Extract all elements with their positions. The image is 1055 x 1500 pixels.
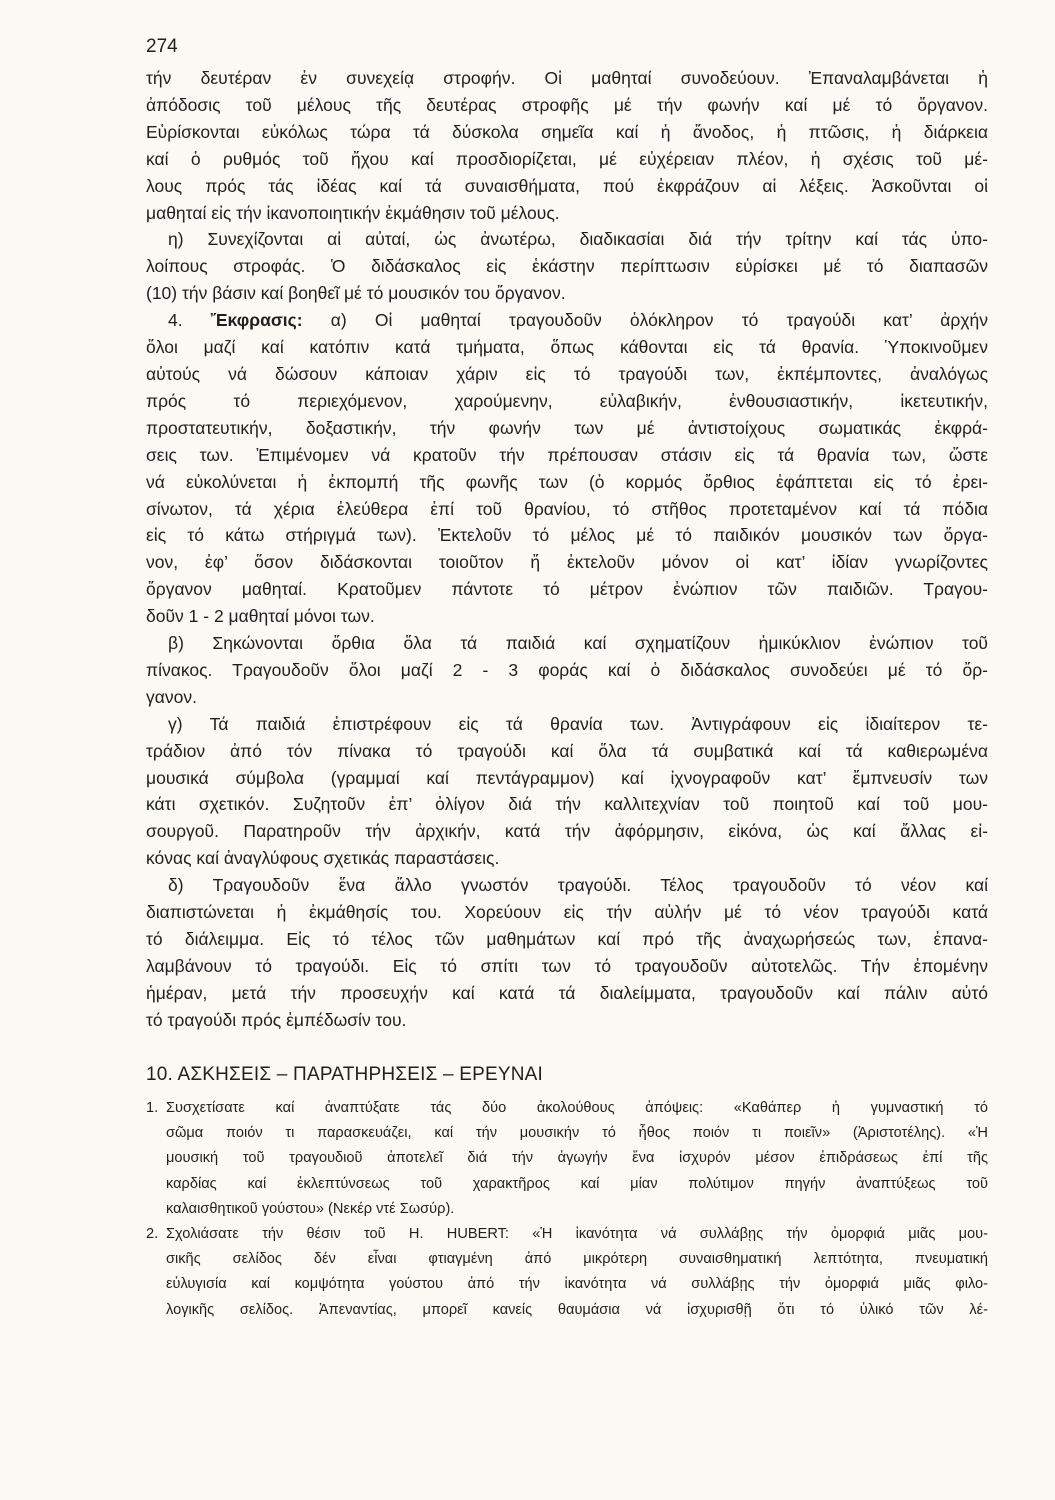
text-line: γανον. xyxy=(146,686,197,707)
exercise-line: σικῆς σελίδος δέν εἶναι φτιαγμένη ἀπό μικρότερη συναισθηματική λεπτότητα, πνευματική xyxy=(166,1251,988,1268)
text-line: νον, ἐφ’ ὅσον διδάσκονται τοιοῦτον ἤ ἐκτελοῦν μόνον οἱ κατ’ ἰδίαν γνωρίζοντες xyxy=(146,552,988,573)
exercise-list xyxy=(146,1096,988,1323)
line-text: α) Οἱ μαθηταί τραγουδοῦν ὁλόκληρον τό τραγούδι κατ’ ἀρχήν xyxy=(302,310,988,331)
exercise-number: 1. xyxy=(146,1100,159,1116)
text-line: προστατευτικήν, δοξαστικήν, τήν φωνήν των μέ ἀντιστοίχους σωματικάς ἐκφρά- xyxy=(146,417,988,438)
text-line: τό τραγούδι πρός ἐμπέδωσίν του. xyxy=(146,1009,407,1030)
bold-label: Ἔκφρασις: xyxy=(210,310,303,331)
exercise-line: σῶμα ποιόν τι παρασκευάζει, καί τήν μουσικήν τό ἦθος ποιόν τι ποιεῖν» (Ἀριστοτέλης). «Ἡ xyxy=(166,1125,988,1142)
exercise-line: εὐλυγισία καί κομψότητα γούστου ἀπό τήν ἱκανότητα νά συλλάβῃς τήν ὀμορφιά μιᾶς φιλο- xyxy=(166,1276,988,1293)
exercise-item xyxy=(146,1222,988,1323)
text-line: β) Σηκώνονται ὄρθια ὅλα τά παιδιά καί σχηματίζουν ἡμικύκλιον ἐνώπιον τοῦ xyxy=(168,633,988,654)
text-line: κάτι σχετικόν. Συζητοῦν ἐπ’ ὀλίγον διά τήν καλλιτεχνίαν τοῦ ποιητοῦ καί τοῦ μου- xyxy=(146,794,988,815)
exercise-line: Σχολιάσατε τήν θέσιν τοῦ H. HUBERT: «Ἡ ἱκανότητα νά συλλάβῃς τήν ὀμορφιά μιᾶς μου- xyxy=(166,1226,988,1243)
text-line: αὐτούς νά δώσουν κάποιαν χάριν εἰς τό τραγούδι των, ἐκπέμποντες, ἀναλόγως xyxy=(146,363,988,384)
exercise-line: καλαισθητικοῦ γούστου» (Νεκέρ ντέ Σωσύρ). xyxy=(166,1200,455,1217)
text-line: ὄργανον μαθηταί. Κρατοῦμεν πάντοτε τό μέτρον ἐνώπιον τῶν παιδιῶν. Τραγου- xyxy=(146,579,988,600)
exercise-line: μουσική τοῦ τραγουδιοῦ ἀποτελεῖ διά τήν ἀγωγήν ἕνα ἰσχυρόν μέσον ἐπιδράσεως ἐπί τῆς xyxy=(166,1150,988,1167)
text-line: ἡμέραν, μετά τήν προσευχήν καί κατά τά διαλείμματα, τραγουδοῦν καί πάλιν αὐτό xyxy=(146,982,988,1003)
text-line: μαθηταί εἰς τήν ἱκανοποιητικήν ἐκμάθησιν τοῦ μέλους. xyxy=(146,202,560,223)
text-line: Εὑρίσκονται εὐκόλως τώρα τά δύσκολα σημεῖα καί ἡ ἄνοδος, ἡ πτῶσις, ἡ διάρκεια xyxy=(146,121,988,142)
text-line: πρός τό περιεχόμενον, χαρούμενην, εὐλαβικήν, ἐνθουσιαστικήν, ἱκετευτικήν, xyxy=(146,390,988,411)
text-line: σίνωτον, τά χέρια ἐλεύθερα ἐπί τοῦ θρανίου, τό στῆθος προτεταμένον καί τά πόδια xyxy=(146,498,988,519)
paragraph xyxy=(146,226,988,307)
text-line: ἀπόδοσις τοῦ μέλους τῆς δευτέρας στροφῆς μέ τήν φωνήν καί μέ τό ὄργανον. xyxy=(146,94,988,115)
paragraph xyxy=(146,872,988,1033)
page-number: 274 xyxy=(146,36,178,57)
text-line: μουσικά σύμβολα (γραμμαί καί πεντάγραμμον) καί ἰχνογραφοῦν κατ’ ἔμπνευσίν των xyxy=(146,767,988,788)
text-line: λαμβάνουν τό τραγούδι. Εἰς τό σπίτι των τό τραγουδοῦν αὐτοτελῶς. Τήν ἑπομένην xyxy=(146,955,988,976)
paragraph xyxy=(146,711,988,872)
text-line: τό διάλειμμα. Εἰς τό τέλος τῶν μαθημάτων καί πρό τῆς ἀναχωρήσεώς των, ἐπανα- xyxy=(146,929,988,949)
text-line: (10) τήν βάσιν καί βοηθεῖ μέ τό μουσικόν του ὄργανον. xyxy=(146,283,566,304)
body-text xyxy=(146,65,988,1034)
text-line: γ) Τά παιδιά ἐπιστρέφουν εἰς τά θρανία των. Ἀντιγράφουν εἰς ἰδιαίτερον τε- xyxy=(168,713,988,734)
text-line: σεις των. Ἐπιμένομεν νά κρατοῦν τήν πρέπουσαν στάσιν εἰς τά θρανία των, ὥστε xyxy=(146,444,988,465)
paragraph xyxy=(146,630,988,711)
exercise-line: λογικῆς σελίδος. Ἀπεναντίας, μπορεῖ κανείς θαυμάσια νά ἰσχυρισθῇ ὅτι τό ὑλικό τῶν λέ- xyxy=(166,1301,988,1318)
text-line: ὅλοι μαζί καί κατόπιν κατά τμήματα, ὅπως κάθονται εἰς τά θρανία. Ὑποκινοῦμεν xyxy=(146,337,988,358)
text-line: καί ὁ ρυθμός τοῦ ἤχου καί προσδιορίζεται, μέ εὐχέρειαν πλέον, ἡ σχέσις τοῦ μέ- xyxy=(146,148,988,169)
text-line: λους πρός τάς ἰδέας καί τά συναισθήματα, πού ἐκφράζουν αἱ λέξεις. Ἀσκοῦνται οἱ xyxy=(146,175,988,196)
paragraph xyxy=(146,65,988,226)
text-line: πίνακος. Τραγουδοῦν ὅλοι μαζί 2 - 3 φοράς καί ὁ διδάσκαλος συνοδεύει μέ τό ὄρ- xyxy=(146,659,988,680)
exercise-line: Συσχετίσατε καί ἀναπτύξατε τάς δύο ἀκολούθους ἀπόψεις: «Καθάπερ ἡ γυμναστική τό xyxy=(166,1100,988,1116)
text-line: κόνας καί ἀναγλύφους σχετικάς παραστάσεις. xyxy=(146,848,500,869)
text-line: νά εὐκολύνεται ἡ ἐκπομπή τῆς φωνῆς των (ὁ κορμός ὄρθιος ἐφάπτεται εἰς τό ἐρει- xyxy=(146,471,988,492)
text-line: δοῦν 1 - 2 μαθηταί μόνοι των. xyxy=(146,606,375,627)
text-line: σουργοῦ. Παρατηροῦν τήν ἀρχικήν, κατά τήν ἀφόρμησιν, εἰκόνα, ὡς καί ἄλλας εἰ- xyxy=(146,821,988,842)
text-line: διαπιστώνεται ἡ ἐκμάθησίς του. Χορεύουν εἰς τήν αὐλήν μέ τό νέον τραγούδι κατά xyxy=(146,902,988,923)
exercise-item xyxy=(146,1096,988,1222)
section-heading: 10. ΑΣΚΗΣΕΙΣ – ΠΑΡΑΤΗΡΗΣΕΙΣ – ΕΡΕΥΝΑΙ xyxy=(146,1064,543,1085)
exercise-line: καρδίας καί ἐκλεπτύνσεως τοῦ χαρακτῆρος καί μίαν πολύτιμον πηγήν ἀναπτύξεως τοῦ xyxy=(166,1175,988,1192)
exercise-number: 2. xyxy=(146,1226,159,1243)
text-line: δ) Τραγουδοῦν ἕνα ἄλλο γνωστόν τραγούδι. Τέλος τραγουδοῦν τό νέον καί xyxy=(168,875,988,896)
paragraph xyxy=(146,307,988,630)
text-line: τράδιον ἀπό τόν πίνακα τό τραγούδι καί ὅλα τά συμβατικά καί τά καθιερωμένα xyxy=(146,740,988,761)
text-line: η) Συνεχίζονται αἱ αὐταί, ὡς ἀνωτέρω, διαδικασίαι διά τήν τρίτην καί τάς ὑπο- xyxy=(168,229,988,250)
text-line: εἰς τό κάτω στήριγμά των). Ἐκτελοῦν τό μέλος μέ τό παιδικόν μουσικόν των ὄργα- xyxy=(146,525,988,546)
text-line: λοίπους στροφάς. Ὁ διδάσκαλος εἰς ἑκάστην περίπτωσιν εὑρίσκει μέ τό διαπασῶν xyxy=(146,256,988,277)
text-line xyxy=(146,307,988,334)
text-line: τήν δευτέραν ἐν συνεχείᾳ στροφήν. Οἱ μαθηταί συνοδεύουν. Ἐπαναλαμβάνεται ἡ xyxy=(146,68,988,88)
item-number: 4. xyxy=(168,310,211,331)
